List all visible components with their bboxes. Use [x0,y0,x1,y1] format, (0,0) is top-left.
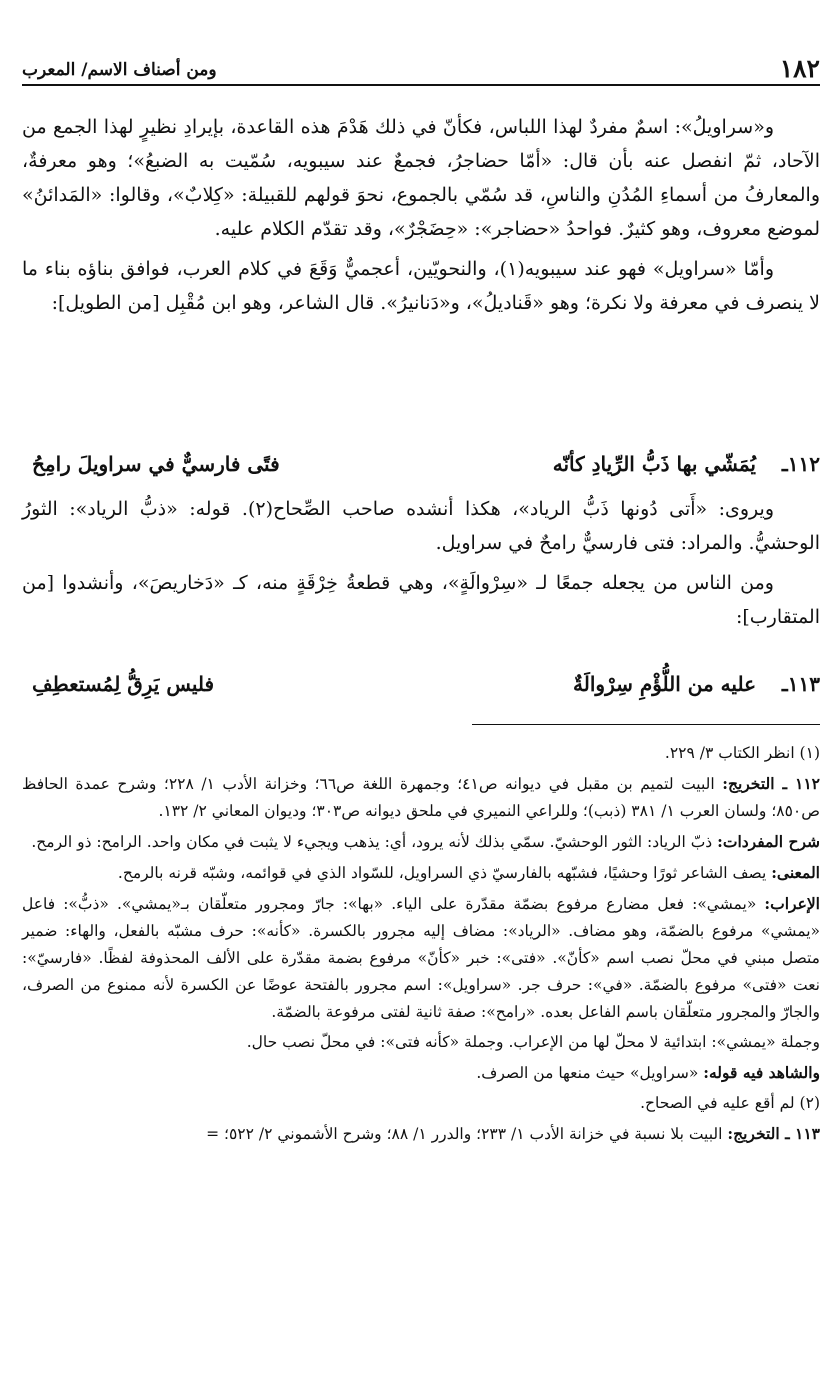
footnote-112-takhrij [22,770,820,825]
irab-text: «يمشي»: فعل مضارع مرفوع بضمّة مقدّرة على الياء. «بها»: جارّ ومجرور متعلّقان بـ«يمشي». «ذبُّ»: فاعل «يمشي» مرفوع بالضمّة، وهو مضاف. «الرياد»: مضاف إليه مجرور بالكسرة. «كأنه»: حرف مشبّه بالفعل، والهاء: ضمير متصل مبني في محلّ نصب اسم «كأنّ». «فتى»: خبر «كأنّ» مرفوع بضمة مقدّرة على الألف المحذوفة لفظًا. «فارسيّ»: نعت «فتى» مرفوع بالضمّة. «في»: حرف جر. «سراويل»: اسم مجرور بالفتحة عوضًا عن الكسرة لأنه ممنوع من الصرف، والجارّ والمجرور متعلّقان باسم الفاعل بعده. «رامح»: صفة ثانية لفتى مرفوعة بالضمّة. [22,895,820,1021]
paragraph-1: و«سراويلُ»: اسمٌ مفردٌ لهذا اللباس، فكأنّ في ذلك هَدْمَ هذه القاعدة، بإيرادِ نظيرٍ لهذا الجمع من الآحاد، ثمّ انفصل عنه بأن قال: «أمّا حضاجرُ، فجمعٌ عند سيبويه، سُمّيت به الضبعُ»؛ وهو معرفةٌ، والمعارفُ من أسماءِ المُدُنِ والناسِ، قد سُمّي بالجموع، نحوَ قولهم للقبيلة: «كِلابٌ»، وقالوا: «المَدائنُ» لموضع معروف، وهو كثيرٌ. فواحدُ «حضاجر»: «حِضَجْرٌ»، وقد تقدّم الكلام عليه. [22,116,820,240]
page-number: ١٨٢ [779,54,820,83]
footnote-meaning [22,859,820,887]
main-text [22,110,820,326]
meaning-label: المعنى: [771,863,820,882]
vocabulary-label: شرح المفردات: [717,832,820,851]
page-header [22,54,820,84]
verse-113-first-hemistich: عليه من اللُّؤْمِ سِرْوالَةٌ [573,672,756,696]
footnote-112-text: البيت لتميم بن مقبل في ديوانه ص٤١؛ وجمهرة اللغة ص٦٦؛ وخزانة الأدب ١/ ٢٢٨؛ وشرح عمدة الحافظ ص٨٥٠؛ ولسان العرب ١/ ٣٨١ (ذبب)؛ وللراعي النميري في ملحق ديوانه ص٣٠٣؛ وديوان المعاني ٢/ ١٣٢. [22,775,820,820]
verse-113 [22,672,820,708]
footnote-irab [22,890,820,1026]
header-rule [22,84,820,86]
footnotes [22,740,820,1151]
verse-112 [22,452,820,488]
paragraph-3: ويروى: «أَتى دُونها ذَبُّ الرياد»، هكذا أنشده صاحب الصِّحاح(٢). قوله: «ذبُّ الرياد»: الثورُ الوحشيُّ. والمراد: فتى فارسيٌّ رامحٌ في سراويل. [22,498,820,554]
footnote-irab-sentences: وجملة «يمشي»: ابتدائية لا محلّ لها من الإعراب. وجملة «كأنه فتى»: في محلّ نصب حال. [246,1033,820,1051]
footnote-113-takhrij [22,1120,820,1148]
verse-112-number: ١١٢ـ [781,452,820,476]
shahid-label: والشاهد فيه قوله: [703,1063,820,1082]
footnote-112-label: ١١٢ ـ التخريج: [722,774,820,793]
main-text-continued [22,492,820,640]
running-title: ومن أصناف الاسم/ المعرب [22,60,217,80]
shahid-text: «سراويل» حيث منعها من الصرف. [476,1064,699,1082]
footnote-shahid [22,1059,820,1087]
footnote-1: (١) انظر الكتاب ٣/ ٢٢٩. [664,744,820,762]
footnote-113-text: البيت بلا نسبة في خزانة الأدب ١/ ٢٣٣؛ والدرر ١/ ٨٨؛ وشرح الأشموني ٢/ ٥٢٢؛ = [206,1125,723,1143]
verse-113-number: ١١٣ـ [781,672,820,696]
vocabulary-text: ذبّ الرياد: الثور الوحشيّ. سمّي بذلك لأنه يرود، أي: يذهب ويجيء لا يثبت في مكان واحد. الرامح: ذو الرمح. [31,833,713,851]
meaning-text: يصف الشاعر ثورًا وحشيًا، فشبّهه بالفارسيّ ذي السراويل، للسّواد الذي في قوائمه، وشبّه قرنه بالرمح. [117,864,767,882]
verse-112-second-hemistich: فتًى فارسيٌّ في سراويلَ رامِحُ [32,452,280,476]
paragraph-4: ومن الناس من يجعله جمعًا لـ «سِرْوالَةٍ»، وهي قطعةُ خِرْقَةٍ منه، كـ «دَخاريصَ»، وأنشدوا [من المتقارب]: [22,572,820,628]
footnote-vocabulary [22,828,820,856]
footnote-separator [472,724,820,725]
irab-label: الإعراب: [764,894,820,913]
verse-113-second-hemistich: فليس يَرِقُّ لِمُستعطِفِ [32,672,215,696]
footnote-2: (٢) لم أقع عليه في الصحاح. [640,1094,820,1112]
footnote-113-label: ١١٣ ـ التخريج: [727,1124,820,1143]
paragraph-2: وأمّا «سراويل» فهو عند سيبويه(١)، والنحويّين، أعجميٌّ وَقَعَ في كلام العرب، فوافق بناؤه بناء ما لا ينصرف في معرفة ولا نكرة؛ وهو «قَناديلُ»، و«دَنانيرُ». قال الشاعر، وهو ابن مُقْبِل [من الطويل]: [22,258,820,314]
verse-112-first-hemistich: يُمَشّي بها ذَبُّ الرِّيادِ كأنّه [552,452,756,476]
